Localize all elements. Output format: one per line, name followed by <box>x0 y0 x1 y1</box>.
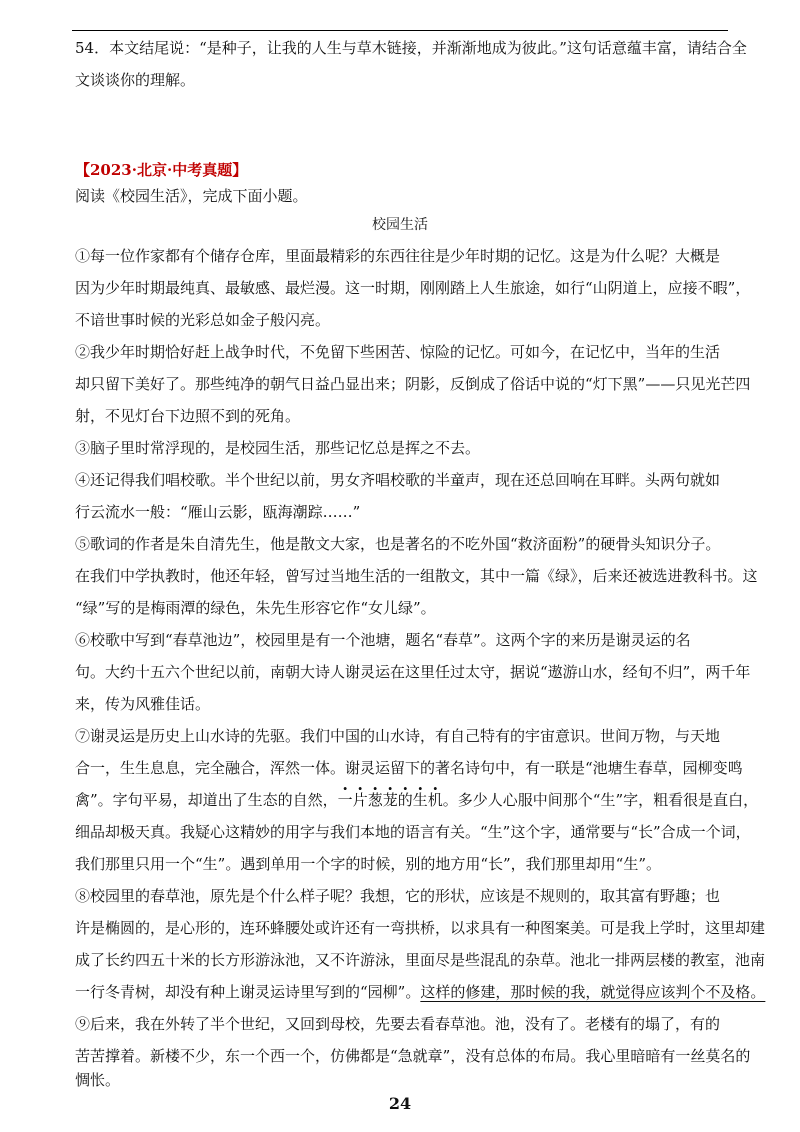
line-segment: 一行冬青树，却没有种上谢灵运诗里写到的“园柳”。 <box>75 983 421 1001</box>
paragraph-line: 惆怅。 <box>75 1071 121 1089</box>
emphasis-char: 的 <box>397 791 413 809</box>
emphasis-char: 片 <box>352 791 368 809</box>
paragraph-line: ⑦谢灵运是历史上山水诗的先驱。我们中国的山水诗，有自己特有的宇宙意识。世间万物，与天地 <box>75 727 721 745</box>
paragraph-line: ②我少年时期恰好赶上战争时代，不免留下些困苦、惊险的记忆。可如今，在记忆中，当年的生活 <box>75 343 721 361</box>
paragraph-line: ①每一位作家都有个储存仓库，里面最精彩的东西往往是少年时期的记忆。这是为什么呢？大概是 <box>75 247 721 265</box>
paragraph-line: 不谙世事时候的光彩总如金子般闪亮。 <box>75 311 331 329</box>
paragraph-line: 句。大约十五六个世纪以前，南朝大诗人谢灵运在这里任过太守，据说“遨游山水，经旬不归”，两千年 <box>75 663 751 681</box>
line-segment: 禽”。字句平易，却道出了生态的自然， <box>75 791 338 809</box>
emphasis-char: 一 <box>337 791 353 809</box>
paragraph-line: 苦苦撑着。新楼不少，东一个西一个，仿佛都是“急就章”，没有总体的布局。我心里暗暗有一丝莫名的 <box>75 1047 751 1065</box>
paragraph-line: ④还记得我们唱校歌。半个世纪以前，男女齐唱校歌的半童声，现在还总回响在耳畔。头两句就如 <box>75 471 721 489</box>
paragraph-line: “绿”写的是梅雨潭的绿色，朱先生形容它作“女儿绿”。 <box>75 599 436 617</box>
question-line-2: 文谈谈你的理解。 <box>75 71 196 89</box>
emphasis-char: 茏 <box>382 791 398 809</box>
paragraph-line: 来，传为风雅佳话。 <box>75 695 211 713</box>
paragraph-line: 却只留下美好了。那些纯净的朝气日益凸显出来；阴影，反倒成了俗话中说的“灯下黑”——只见光芒四 <box>75 375 751 393</box>
paragraph-line: ⑥校歌中写到“春草池边”，校园里是有一个池塘，题名“春草”。这两个字的来历是谢灵运的名 <box>75 631 691 649</box>
paragraph-line: ⑨后来，我在外转了半个世纪，又回到母校，先要去看春草池。池，没有了。老楼有的塌了，有的 <box>75 1015 721 1033</box>
paragraph-line: 因为少年时期最纯真、最敏感、最烂漫。这一时期，刚刚踏上人生旅途，如行“山阴道上，应接不暇”， <box>75 279 751 297</box>
paragraph-line: 在我们中学执教时，他还年轻，曾写过当地生活的一组散文，其中一篇《绿》，后来还被选进教科书。这 <box>75 567 758 585</box>
paragraph-line: ⑤歌词的作者是朱自清先生，他是散文大家，也是著名的不吃外国“救济面粉”的硬骨头知识分子。 <box>75 535 721 553</box>
line-segment: 。多少人心服中间那个“生”字，粗看很是直白， <box>442 791 759 809</box>
paragraph-line: 许是椭圆的，是心形的，连环蜂腰处或许还有一弯拱桥，以求具有一种图案美。可是我上学时，这里却建 <box>75 919 766 937</box>
underlined-sentence: 这样的修建，那时候的我，就觉得应该判个不及格。 <box>420 983 766 1001</box>
source-tag-label: 【2023·北京·中考真题】 <box>75 161 248 179</box>
paragraph-line <box>75 982 766 1002</box>
emphasis-char: 生 <box>412 791 428 809</box>
paragraph-line: 射，不见灯台下边照不到的死角。 <box>75 407 301 425</box>
paragraph-line: 合一，生生息息，完全融合，浑然一体。谢灵运留下的著名诗句中，有一联是“池塘生春草，园柳变鸣 <box>75 759 743 777</box>
top-rule <box>72 30 728 31</box>
paragraph-line <box>75 790 759 810</box>
paragraph-line: ⑧校园里的春草池，原先是个什么样子呢？我想，它的形状，应该是不规则的，取其富有野趣；也 <box>75 887 721 905</box>
article-title: 校园生活 <box>372 217 428 233</box>
emphasis-char: 机 <box>427 791 443 809</box>
question-line-1: 54．本文结尾说：“是种子，让我的人生与草木链接，并渐渐地成为彼此。”这句话意蕴丰富，请结合全 <box>75 39 747 57</box>
paragraph-line: 成了长约四五十米的长方形游泳池，又不许游泳，里面尽是些混乱的杂草。池北一排两层楼的教室，池南 <box>75 951 766 969</box>
paragraph-line: 行云流水一般：“雁山云影，瓯海潮踪……” <box>75 503 361 521</box>
emphasis-dotted-text <box>338 791 443 809</box>
paragraph-line: 细品却极天真。我疑心这精妙的用字与我们本地的语言有关。“生”这个字，通常要与“长”合成一个词， <box>75 823 751 841</box>
paragraph-line: ③脑子里时常浮现的，是校园生活，那些记忆总是挥之不去。 <box>75 439 481 457</box>
instruction: 阅读《校园生活》，完成下面小题。 <box>75 187 308 205</box>
paragraph-line: 我们那里只用一个“生”。遇到单用一个字的时候，别的地方用“长”，我们那里却用“生”。 <box>75 855 662 873</box>
page-number: 24 <box>388 1094 412 1113</box>
emphasis-char: 葱 <box>367 791 383 809</box>
source-tag <box>75 160 725 180</box>
